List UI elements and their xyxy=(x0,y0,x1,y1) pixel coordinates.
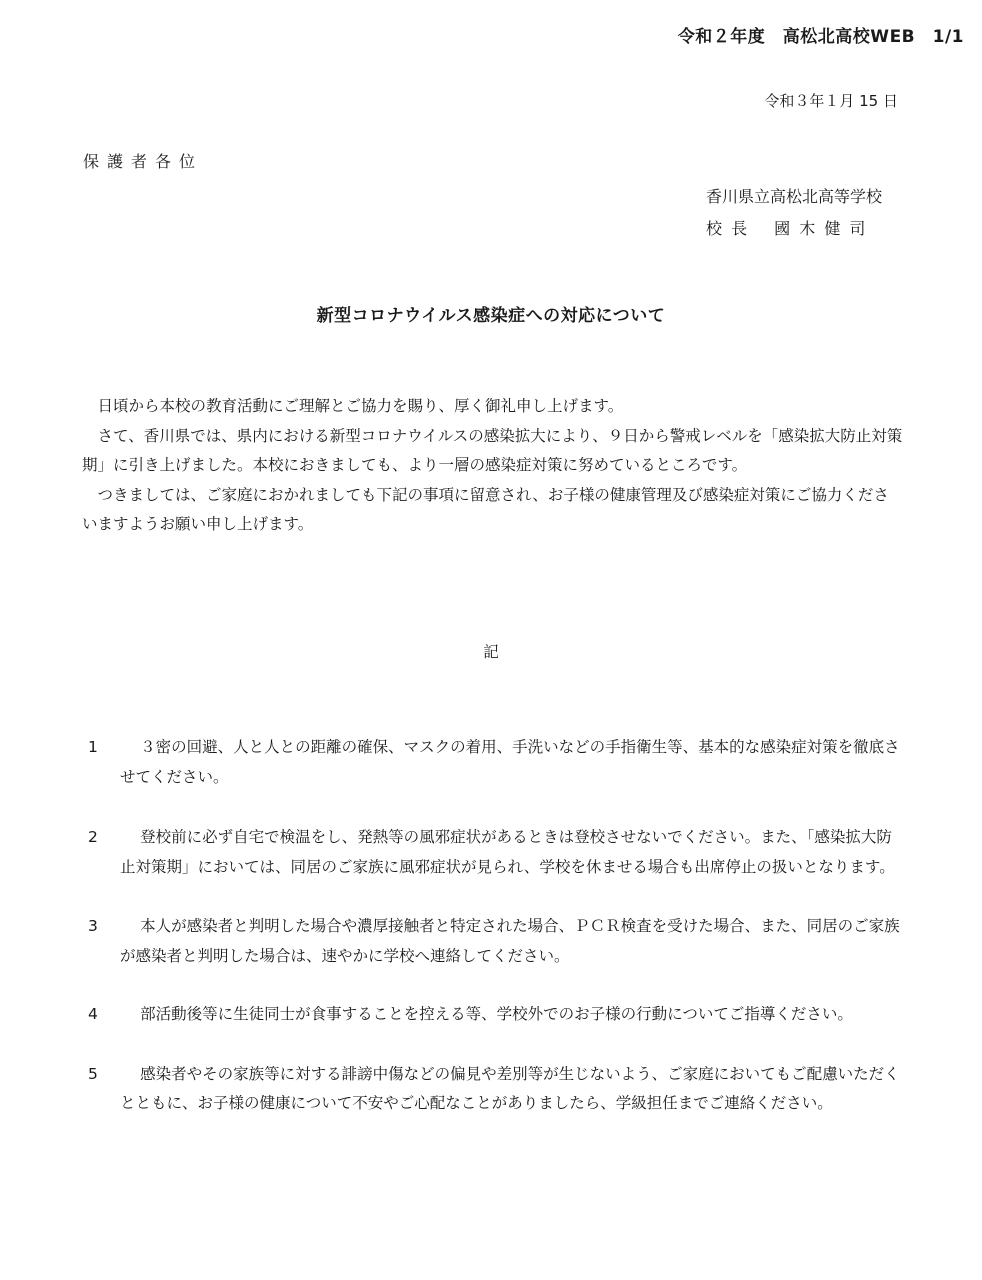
item-number: 4 xyxy=(88,1005,98,1023)
item-number: 5 xyxy=(88,1064,98,1083)
item-text: 本人が感染者と判明した場合や濃厚接触者と特定された場合、ＰＣＲ検査を受けた場合、また、同居のご家族が感染者と判明した場合は、速やかに学校へ連絡してください。 xyxy=(120,917,900,965)
body-text xyxy=(82,392,904,540)
paragraph: 日頃から本校の教育活動にご理解とご協力を賜り、厚く御礼申し上げます。 xyxy=(97,397,624,415)
item-number: 3 xyxy=(88,917,98,935)
letter-date: 令和３年１月 15 日 xyxy=(764,92,898,110)
list-item xyxy=(82,823,904,882)
page-header: 令和２年度 高松北高校WEB 1/1 xyxy=(677,27,964,47)
item-number: 2 xyxy=(88,828,98,846)
item-number: 1 xyxy=(88,738,98,756)
document-title: 新型コロナウイルス感染症への対応について xyxy=(316,306,666,326)
sender-block xyxy=(706,181,882,245)
list-item xyxy=(82,733,904,792)
item-text: 感染者やその家族等に対する誹謗中傷などの偏見や差別等が生じないよう、ご家庭においてもご配慮いただくとともに、お子様の健康について不安やご心配なことがありましたら、学級担任までご連絡ください。 xyxy=(120,1064,900,1112)
item-text: ３密の回避、人と人との距離の確保、マスクの着用、手洗いなどの手指衛生等、基本的な感染症対策を徹底させてください。 xyxy=(120,738,900,786)
list-item xyxy=(82,1060,904,1119)
item-text: 部活動後等に生徒同士が食事することを控える等、学校外でのお子様の行動についてご指導ください。 xyxy=(140,1005,853,1023)
item-list xyxy=(82,733,904,1119)
paragraph: さて、香川県では、県内における新型コロナウイルスの感染拡大により、９日から警戒レベルを「感染拡大防止対策期」に引き上げました。本校におきましても、より一層の感染症対策に努めているところです。 xyxy=(82,426,903,474)
list-item xyxy=(82,1000,904,1030)
addressee: 保護者各位 xyxy=(83,152,204,171)
list-item xyxy=(82,912,904,971)
paragraph: つきましては、ご家庭におかれましても下記の事項に留意され、お子様の健康管理及び感染症対策にご協力くださいますようお願い申し上げます。 xyxy=(82,485,889,533)
sender-principal: 校 長 國 木 健 司 xyxy=(706,219,868,238)
sender-school: 香川県立高松北高等学校 xyxy=(706,187,883,206)
ki-heading: 記 xyxy=(483,643,499,661)
item-text: 登校前に必ず自宅で検温をし、発熱等の風邪症状があるときは登校させないでください。また、「感染拡大防止対策期」においては、同居のご家族に風邪症状が見られ、学校を休ませる場合も出席停止の扱いとなります。 xyxy=(120,828,895,876)
